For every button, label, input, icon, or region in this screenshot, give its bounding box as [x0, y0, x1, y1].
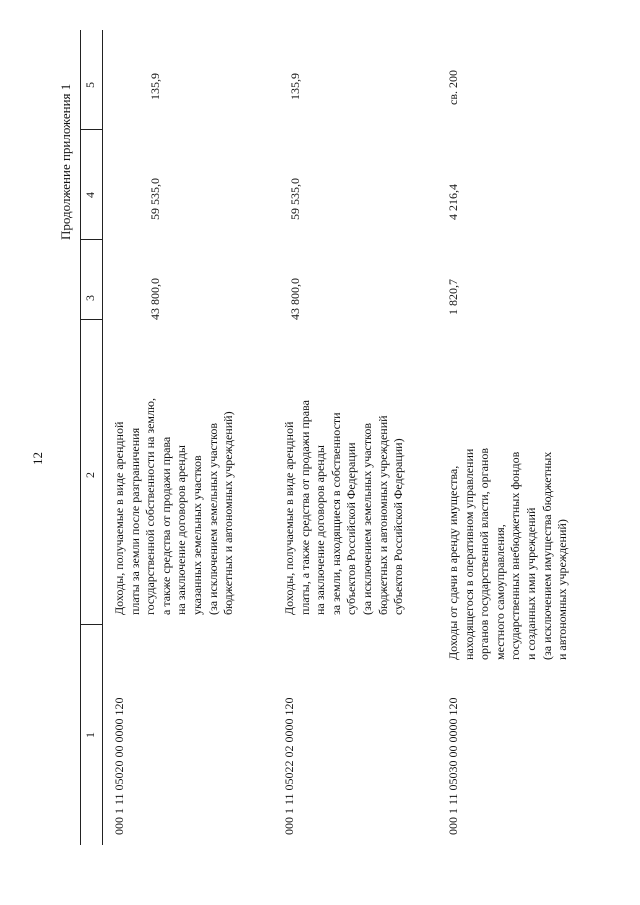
table-row-1-code: 000 1 11 05020 00 0000 120: [112, 697, 126, 835]
description-line: бюджетных и автономных учреждений): [221, 411, 236, 615]
description-line: субъектов Российской Федерации: [344, 442, 359, 615]
description-line: платы, а также средства от продажи права: [297, 400, 312, 615]
description-line: за земли, находящиеся в собственности: [328, 412, 343, 615]
table-row-3-col5: св. 200: [446, 70, 460, 105]
description-line: и созданных ими учреждений: [523, 507, 538, 660]
table-row-1-col3: 43 800,0: [148, 278, 162, 320]
table-row-3-col4: 4 216,4: [446, 184, 460, 220]
column-divider-4: [80, 129, 102, 130]
description-line: местного самоуправления,: [492, 524, 507, 660]
description-line: (за исключением имущества бюджетных: [539, 451, 554, 660]
table-row-1-col4: 59 535,0: [148, 178, 162, 220]
page-number: 12: [30, 452, 45, 465]
description-line: Доходы, получаемые в виде арендной: [282, 421, 296, 615]
description-line: субъектов Российской Федерации): [391, 438, 406, 615]
column-number-2: 2: [83, 472, 97, 478]
table-row-1-col5: 135,9: [148, 73, 162, 100]
description-line: и автономных учреждений): [555, 519, 570, 660]
table-row-3-col3: 1 820,7: [446, 279, 460, 315]
description-line: Доходы, получаемые в виде арендной: [112, 421, 126, 615]
continuation-label: Продолжение приложения 1: [58, 83, 73, 240]
description-line: органов государственной власти, органов: [477, 447, 492, 660]
description-line: государственной собственности на землю,: [143, 398, 158, 615]
description-line: (за исключением земельных участков: [359, 422, 374, 615]
table-row-2-code: 000 1 11 05022 02 0000 120: [282, 697, 296, 835]
description-line: Доходы от сдачи в аренду имущества,: [446, 465, 460, 660]
table-row-2-col3: 43 800,0: [288, 278, 302, 320]
column-number-4: 4: [83, 192, 97, 198]
table-row-2-col4: 59 535,0: [288, 178, 302, 220]
description-line: государственных внебюджетных фондов: [508, 451, 523, 660]
table-row-3-code: 000 1 11 05030 00 0000 120: [446, 697, 460, 835]
column-divider-3: [80, 239, 102, 240]
column-number-3: 3: [83, 295, 97, 301]
description-line: указанных земельных участков: [189, 455, 204, 615]
header-bottom-border: [102, 30, 103, 845]
table-row-1-description: [112, 398, 237, 615]
description-line: платы за земли после разграничения: [127, 427, 142, 615]
description-line: находящегося в оперативном управлении: [461, 448, 476, 660]
description-line: бюджетных и автономных учреждений: [375, 415, 390, 615]
column-number-1: 1: [83, 732, 97, 738]
column-divider-2: [80, 319, 102, 320]
description-line: (за исключением земельных участков: [205, 422, 220, 615]
description-line: на заключение договоров аренды: [174, 445, 189, 615]
description-line: а также средства от продажи права: [158, 436, 173, 615]
column-number-5: 5: [83, 82, 97, 88]
table-row-2-description: [282, 400, 407, 615]
table-row-3-description: [446, 448, 571, 660]
table-top-border: [80, 30, 81, 845]
column-divider-1: [80, 624, 102, 625]
table-row-2-col5: 135,9: [288, 73, 302, 100]
description-line: на заключение договоров аренды: [313, 445, 328, 615]
